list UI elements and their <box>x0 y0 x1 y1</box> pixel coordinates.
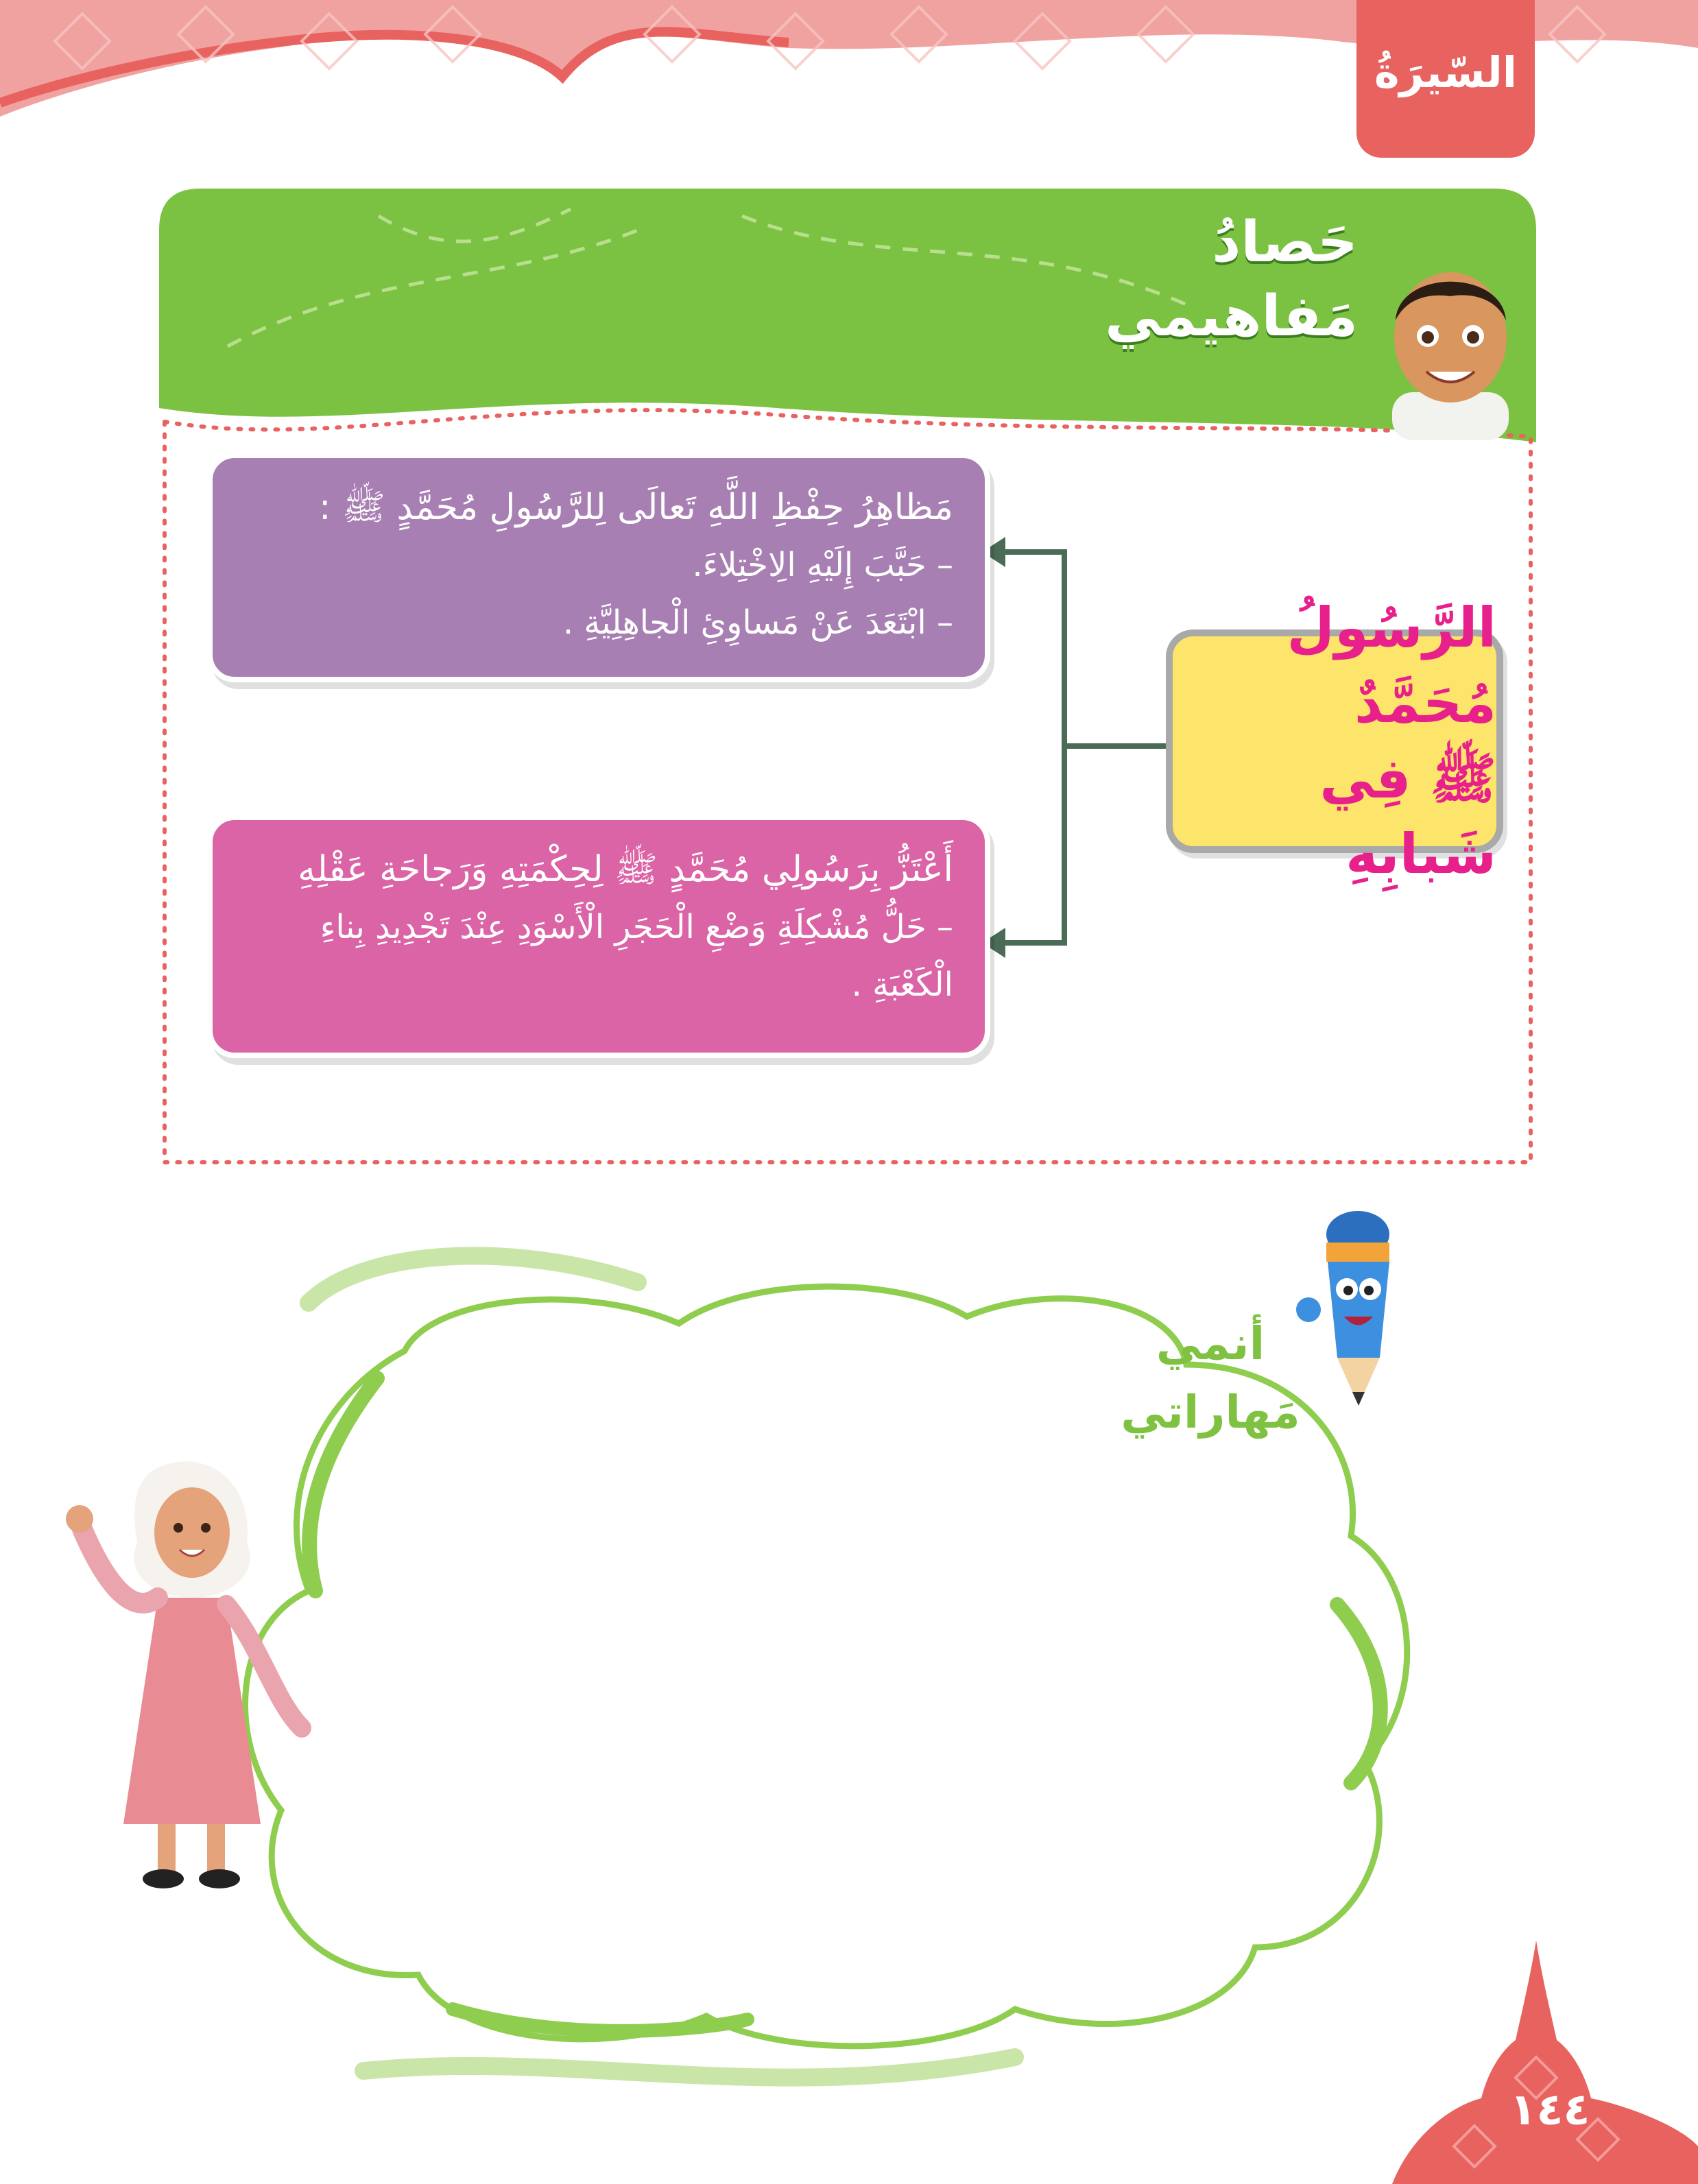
fact-box-wisdom-item-1: – حَلُّ مُشْكِلَةِ وَضْعِ الْحَجَرِ الْأَسْوَدِ عِنْدَ تَجْدِيدِ بِناءِ <box>320 908 953 946</box>
fact-box-protection-item-1: – حَبَّبَ إِلَيْهِ الِاخْتِلاءَ. <box>692 546 953 584</box>
page-number-dome-decoration <box>1392 1927 1698 2184</box>
fact-box-wisdom-heading: أَعْتَزُّ بِرَسُولِي مُحَمَّدٍ ﷺ لِحِكْمَتِهِ وَرَجاحَةِ عَقْلِهِ <box>298 849 953 890</box>
concept-card-title <box>1105 206 1358 377</box>
pencil-mascot-icon <box>1289 1207 1426 1413</box>
concept-card-title-line1: حَصادُ <box>1212 210 1358 275</box>
fact-box-protection-item-2: – ابْتَعَدَ عَنْ مَساوِئِ الْجاهِلِيَّةِ . <box>562 603 953 642</box>
skills-title-line1: أنمي <box>1156 1317 1265 1370</box>
page-number: ١٤٤ <box>1509 2085 1590 2135</box>
central-concept-line1: الرَّسُولُ مُحَمَّدٌ <box>1287 596 1496 735</box>
fact-box-wisdom <box>207 815 990 1058</box>
section-tab-label: السّيرَةُ <box>1374 47 1518 97</box>
central-concept-line2: ﷺ فِي شَبابِهِ <box>1319 747 1496 886</box>
concept-card-title-line2: مَفاهيمي <box>1105 284 1358 349</box>
skills-title-line2: مَهاراتي <box>1121 1386 1300 1439</box>
fact-box-wisdom-item-2: الْكَعْبَةِ . <box>851 965 953 1004</box>
girl-illustration <box>55 1440 329 1893</box>
section-tab <box>1356 0 1535 158</box>
central-concept-node <box>1166 596 1503 886</box>
boy-avatar <box>1378 255 1522 440</box>
fact-box-protection <box>207 453 990 682</box>
fact-box-protection-heading: مَظاهِرُ حِفْظِ اللَّهِ تَعالَى لِلرَّسُولِ مُحَمَّدٍ ﷺ : <box>318 487 953 528</box>
